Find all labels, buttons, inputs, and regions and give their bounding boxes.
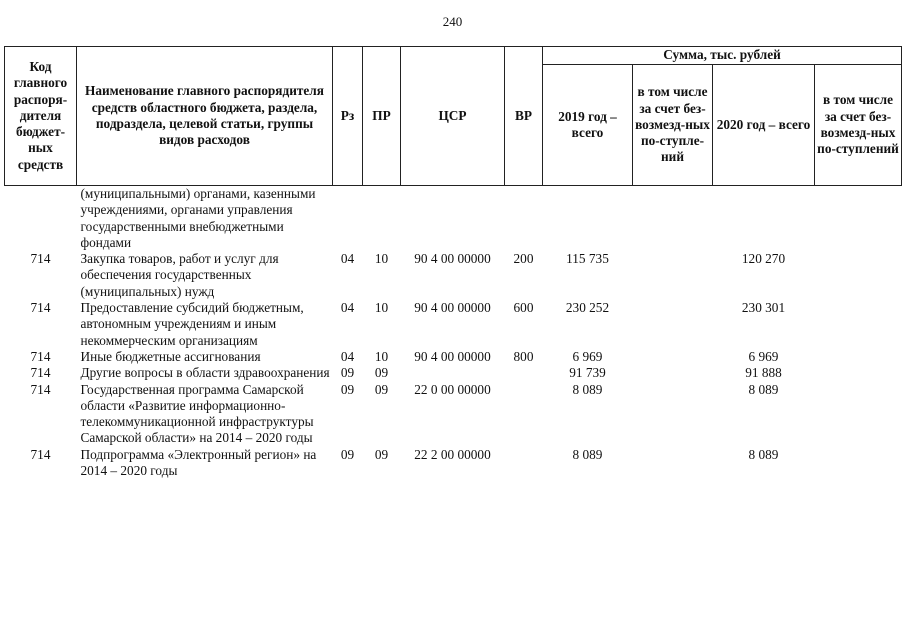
table-row <box>5 349 902 365</box>
header-csr: ЦСР <box>401 47 505 186</box>
cell-code: 714 <box>30 300 51 316</box>
cell-code: 714 <box>30 365 51 381</box>
cell-2020-total: 6 969 <box>748 348 779 364</box>
cell-2019-total: 91 739 <box>569 365 606 381</box>
cell-pr: 09 <box>374 381 389 397</box>
cell-name: Иные бюджетные ассигнования <box>80 348 261 364</box>
cell-2019-free <box>633 447 713 480</box>
cell-vr: 200 <box>513 251 534 267</box>
cell-2019-free <box>633 300 713 349</box>
cell-2020-total: 91 888 <box>745 365 782 381</box>
cell-code <box>5 186 77 252</box>
cell-2019-free <box>633 365 713 381</box>
cell-vr <box>505 382 543 447</box>
cell-pr: 10 <box>374 251 389 267</box>
cell-name: Государственная программа Самарской области «Развитие информационно-телекоммуникационной инфраструктуры Самарской области» на 2014 – 2020 годы <box>80 381 314 446</box>
cell-csr <box>401 365 505 381</box>
cell-name: (муниципальными) органами, казенными учреждениями, органами управления государственными внебюджетными фондами <box>80 186 316 250</box>
cell-code: 714 <box>30 446 51 462</box>
cell-2020-free <box>815 447 902 480</box>
cell-2020-total: 8 089 <box>748 381 779 397</box>
table-header <box>5 47 902 186</box>
cell-2020-total: 120 270 <box>741 251 786 267</box>
budget-table <box>4 46 902 479</box>
cell-pr: 10 <box>374 300 389 316</box>
cell-2019-free <box>633 382 713 447</box>
cell-code: 714 <box>30 381 51 397</box>
cell-2019-total <box>543 186 633 252</box>
cell-csr: 90 4 00 00000 <box>414 251 491 267</box>
header-pr: ПР <box>363 47 401 186</box>
cell-rz <box>333 186 363 252</box>
cell-vr <box>505 186 543 252</box>
cell-code: 714 <box>30 251 51 267</box>
cell-2020-free <box>815 186 902 252</box>
cell-rz: 04 <box>340 251 355 267</box>
header-code: Код главного распоря-дителя бюджет-ных средств <box>5 47 77 186</box>
cell-2020-free <box>815 382 902 447</box>
cell-name: Подпрограмма «Электронный регион» на 2014 – 2020 годы <box>80 446 317 479</box>
cell-csr: 90 4 00 00000 <box>414 300 491 316</box>
cell-2020-total: 8 089 <box>748 446 779 462</box>
table-row <box>5 447 902 480</box>
cell-2019-free <box>633 349 713 365</box>
cell-vr: 600 <box>513 300 534 316</box>
table-row <box>5 251 902 300</box>
cell-2020-total: 230 301 <box>741 300 786 316</box>
cell-rz: 04 <box>340 348 355 364</box>
cell-vr <box>505 447 543 480</box>
cell-2019-free <box>633 251 713 300</box>
cell-rz: 04 <box>340 300 355 316</box>
cell-2019-total: 8 089 <box>572 381 603 397</box>
header-2020-total: 2020 год – всего <box>713 65 815 186</box>
table-row <box>5 300 902 349</box>
cell-csr: 90 4 00 00000 <box>414 348 491 364</box>
cell-csr <box>401 186 505 252</box>
table-row <box>5 365 902 381</box>
cell-pr: 09 <box>374 365 389 381</box>
cell-2020-free <box>815 251 902 300</box>
cell-name: Закупка товаров, работ и услуг для обеспечения государственных (муниципальных) нужд <box>80 251 279 299</box>
cell-vr: 800 <box>513 348 534 364</box>
cell-pr: 09 <box>374 446 389 462</box>
cell-2019-free <box>633 186 713 252</box>
header-2020-free: в том числе за счет без-возмезд-ных по-ступлений <box>815 65 902 186</box>
cell-2020-total <box>713 186 815 252</box>
cell-name: Предоставление субсидий бюджетным, автономным учреждениям и иным некоммерческим организациям <box>80 300 304 348</box>
header-name: Наименование главного распорядителя средств областного бюджета, раздела, подраздела, целевой статьи, группы видов расходов <box>77 47 333 186</box>
cell-rz: 09 <box>340 381 355 397</box>
cell-csr: 22 2 00 00000 <box>414 446 491 462</box>
cell-code: 714 <box>30 348 51 364</box>
cell-csr: 22 0 00 00000 <box>414 381 491 397</box>
cell-2020-free <box>815 349 902 365</box>
page-number: 240 <box>442 14 463 29</box>
cell-2019-total: 230 252 <box>565 300 610 316</box>
cell-rz: 09 <box>340 365 355 381</box>
table-row <box>5 186 902 252</box>
header-2019-total: 2019 год – всего <box>543 65 633 186</box>
cell-2020-free <box>815 365 902 381</box>
table-row <box>5 382 902 447</box>
cell-pr <box>363 186 401 252</box>
cell-name: Другие вопросы в области здравоохранения <box>80 365 330 381</box>
cell-rz: 09 <box>340 446 355 462</box>
cell-2019-total: 8 089 <box>572 446 603 462</box>
cell-2020-free <box>815 300 902 349</box>
header-rz: Рз <box>333 47 363 186</box>
header-2019-free: в том числе за счет без-возмезд-ных по-ступле-ний <box>633 65 713 186</box>
cell-vr <box>505 365 543 381</box>
cell-2019-total: 6 969 <box>572 348 603 364</box>
table-body <box>5 186 902 480</box>
header-sum: Сумма, тыс. рублей <box>543 47 902 65</box>
cell-pr: 10 <box>374 348 389 364</box>
cell-2019-total: 115 735 <box>566 251 609 267</box>
header-vr: ВР <box>505 47 543 186</box>
